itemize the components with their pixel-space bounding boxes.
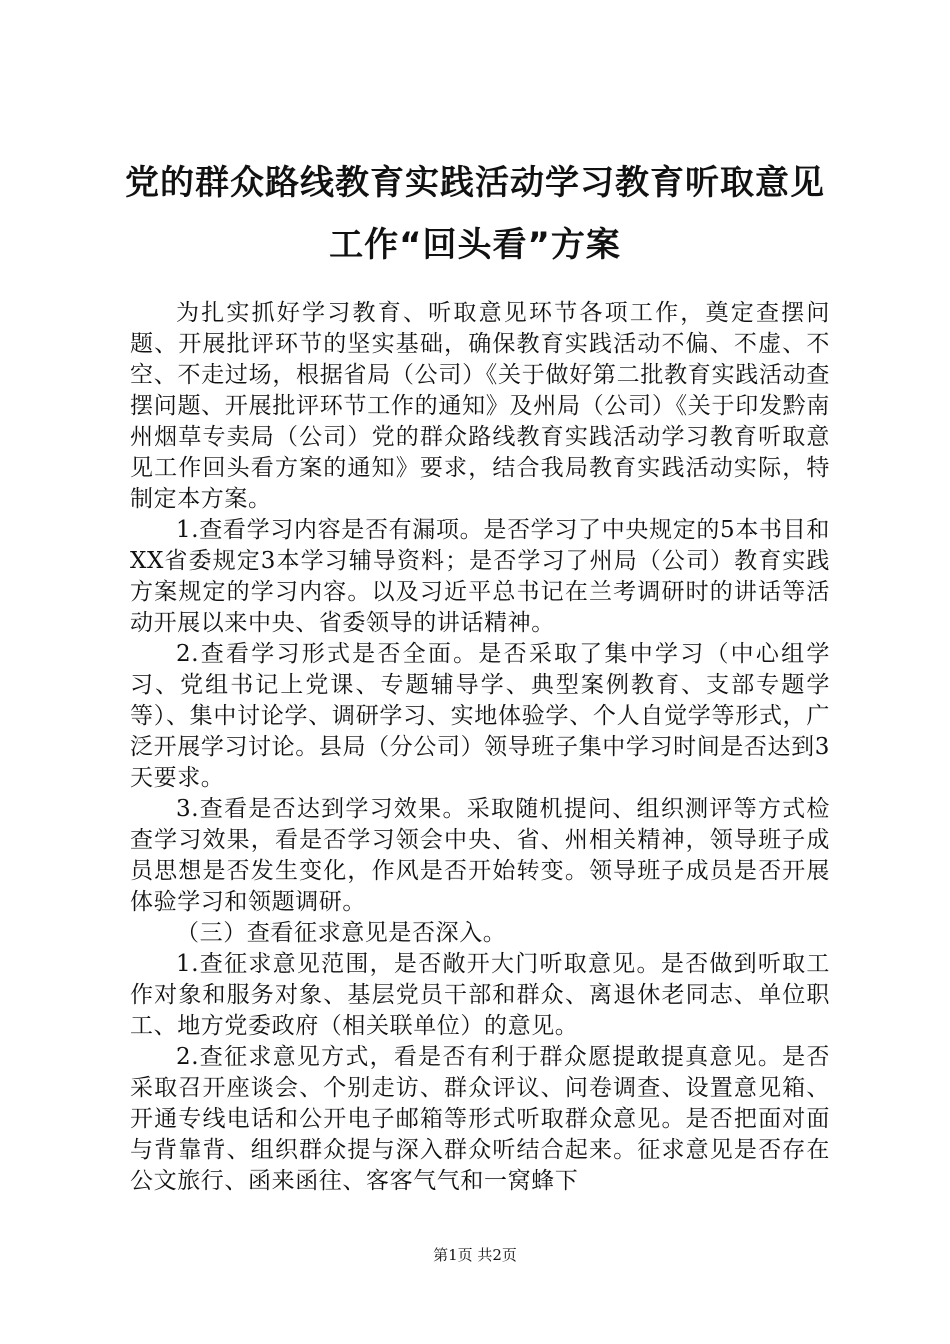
intro-paragraph: 为扎实抓好学习教育、听取意见环节各项工作，奠定查摆问题、开展批评环节的坚实基础，确保教育实践活动不偏、不虚、不空、不走过场，根据省局（公司）《关于做好第二批教育实践活动查摆问题、开展批评环节工作的通知》及州局（公司）《关于印发黔南州烟草专卖局（公司）党的群众路线教育实践活动学习教育听取意见工作回头看方案的通知》要求，结合我局教育实践活动实际，特制定本方案。	[130, 300, 830, 512]
document-body	[130, 298, 830, 1197]
page-number-footer: 第1页 共2页	[433, 1246, 517, 1264]
page-title-line-1: 党的群众路线教育实践活动学习教育听取意见	[125, 163, 825, 203]
section-heading-opinions: （三）查看征求意见是否深入。	[176, 920, 507, 946]
paragraph-opinion-scope: 1.查征求意见范围，是否敞开大门听取意见。是否做到听取工作对象和服务对象、基层党员干部和群众、离退休老同志、单位职工、地方党委政府（相关联单位）的意见。	[130, 951, 830, 1039]
page-title-line-2: 工作“回头看”方案	[329, 225, 621, 265]
paragraph-opinion-method: 2.查征求意见方式，看是否有利于群众愿提敢提真意见。是否采取召开座谈会、个别走访、群众评议、问卷调查、设置意见箱、开通专线电话和公开电子邮箱等形式听取群众意见。是否把面对面与背靠背、组织群众提与深入群众听结合起来。征求意见是否存在公文旅行、函来函往、客客气气和一窝蜂下	[130, 1044, 830, 1194]
paragraph-check-study-content: 1.查看学习内容是否有漏项。是否学习了中央规定的5本书目和XX省委规定3本学习辅导资料；是否学习了州局（公司）教育实践方案规定的学习内容。以及习近平总书记在兰考调研时的讲话等活动开展以来中央、省委领导的讲话精神。	[130, 517, 830, 636]
paragraph-check-study-effect: 3.查看是否达到学习效果。采取随机提问、组织测评等方式检查学习效果，看是否学习领会中央、省、州相关精神，领导班子成员思想是否发生变化，作风是否开始转变。领导班子成员是否开展体验学习和领题调研。	[130, 796, 830, 915]
paragraph-check-study-form: 2.查看学习形式是否全面。是否采取了集中学习（中心组学习、党组书记上党课、专题辅导学、典型案例教育、支部专题学等）、集中讨论学、调研学习、实地体验学、个人自觉学等形式，广泛开展学习讨论。县局（分公司）领导班子集中学习时间是否达到3天要求。	[130, 641, 830, 791]
